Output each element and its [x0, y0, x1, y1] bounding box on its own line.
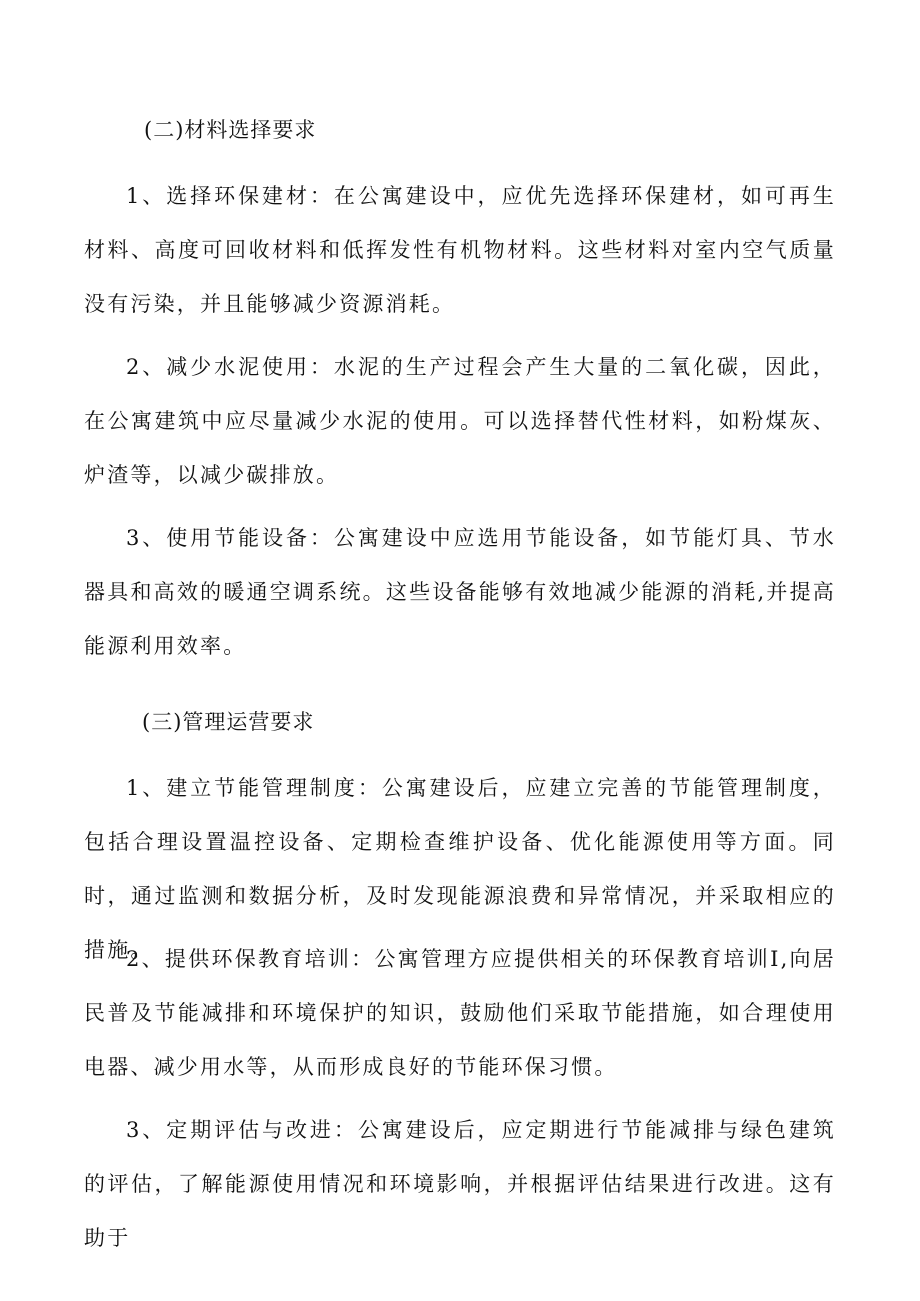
paragraph-reduce-cement: 2、减少水泥使用：水泥的生产过程会产生大量的二氧化碳，因此，在公寓建筑中应尽量减少水泥的使用。可以选择替代性材料，如粉煤灰、炉渣等，以减少碳排放。 — [84, 355, 836, 487]
section-heading-materials: (二)材料选择要求 — [144, 118, 317, 142]
paragraph-energy-equipment: 3、使用节能设备：公寓建设中应选用节能设备，如节能灯具、节水器具和高效的暖通空调系统。这些设备能够有效地减少能源的消耗,并提高能源利用效率。 — [84, 526, 836, 658]
section-heading-management: (三)管理运营要求 — [142, 710, 315, 734]
paragraph-evaluation: 3、定期评估与改进：公寓建设后，应定期进行节能减排与绿色建筑的评估，了解能源使用情况和环境影响，并根据评估结果进行改进。这有助于 — [84, 1118, 836, 1250]
paragraph-eco-training: 2、提供环保教育培训：公寓管理方应提供相关的环保教育培训I,向居民普及节能减排和环境保护的知识，鼓励他们采取节能措施，如合理使用电器、减少用水等，从而形成良好的节能环保习惯。 — [84, 947, 836, 1079]
paragraph-eco-materials: 1、选择环保建材：在公寓建设中，应优先选择环保建材，如可再生材料、高度可回收材料和低挥发性有机物材料。这些材料对室内空气质量没有污染，并且能够减少资源消耗。 — [84, 184, 836, 316]
paragraph-management-system: 1、建立节能管理制度：公寓建设后，应建立完善的节能管理制度，包括合理设置温控设备、定期检查维护设备、优化能源使用等方面。同时，通过监测和数据分析，及时发现能源浪费和异常情况，并采取相应的措施。 — [84, 776, 836, 962]
